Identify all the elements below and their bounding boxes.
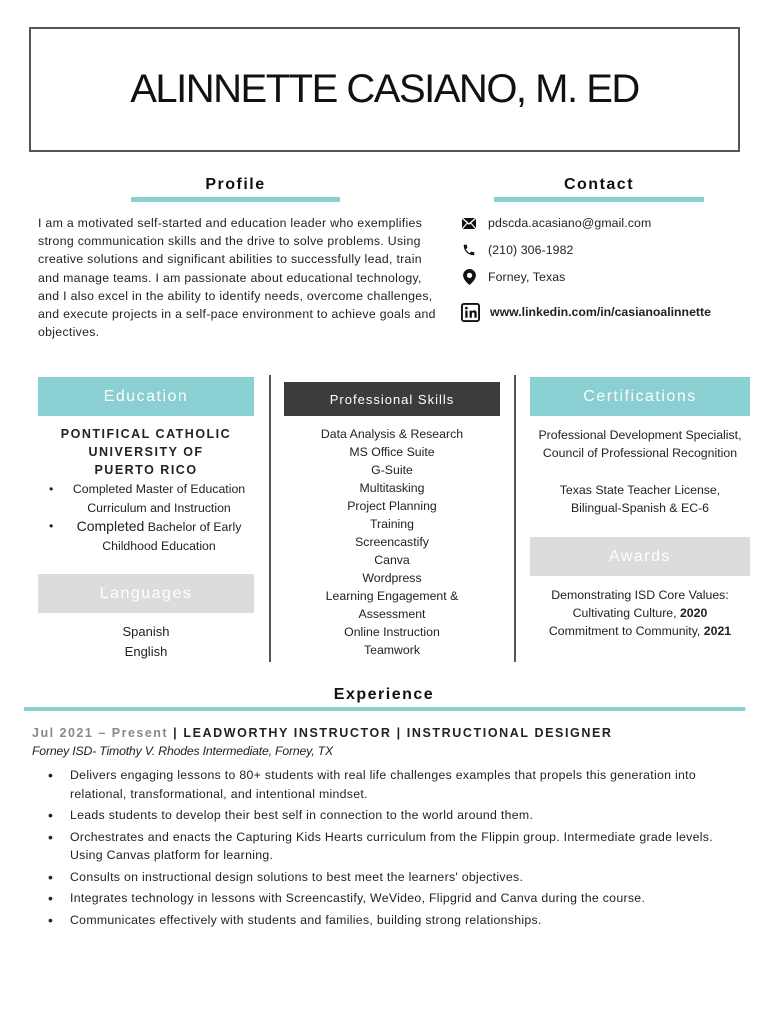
experience-title-line xyxy=(32,726,613,740)
experience-organization: Forney ISD- Timothy V. Rhodes Intermediate, Forney, TX xyxy=(32,744,333,758)
name-header-box xyxy=(29,27,740,152)
education-school-line2: UNIVERSITY OF xyxy=(88,445,204,459)
cert-item: Council of Professional Recognition xyxy=(542,446,738,460)
award-item xyxy=(526,622,754,640)
contact-linkedin-row xyxy=(460,302,711,322)
language-item: English xyxy=(124,644,168,659)
cert-item: Bilingual-Spanish & EC-6 xyxy=(570,501,710,515)
education-school-line1: PONTIFICAL CATHOLIC xyxy=(60,427,232,441)
awards-list xyxy=(526,586,754,640)
education-degree-bachelor-lead: Completed xyxy=(76,518,145,534)
skills-list xyxy=(284,425,500,659)
award-year: 2020 xyxy=(679,606,708,620)
skill-item: Assessment xyxy=(358,607,426,621)
skill-item: Online Instruction xyxy=(344,625,440,639)
skill-item: Learning Engagement & xyxy=(325,589,459,603)
contact-phone-row xyxy=(460,241,574,259)
certifications-list xyxy=(526,426,754,517)
contact-underline xyxy=(494,197,704,202)
languages-heading: Languages xyxy=(38,574,254,613)
phone-icon xyxy=(460,241,478,259)
cert-item: Texas State Teacher License, xyxy=(559,483,721,497)
contact-location-row xyxy=(460,268,565,286)
skill-item: Wordpress xyxy=(362,571,422,585)
experience-bullet: • Integrates technology in lessons with Screencastify, WeVideo, Flipgrid and Canva during the course. xyxy=(48,889,738,908)
award-text: Commitment to Community, xyxy=(548,624,704,638)
skill-item: Teamwork xyxy=(363,643,421,657)
contact-email-link[interactable]: pdscda.acasiano@gmail.com xyxy=(488,216,652,230)
experience-bullet: • Communicates effectively with students and families, building strong relationships. xyxy=(48,911,738,930)
award-item xyxy=(526,604,754,622)
experience-date: Jul 2021 – Present xyxy=(32,726,169,740)
skill-item: G-Suite xyxy=(371,463,413,477)
location-pin-icon xyxy=(460,268,478,286)
education-school xyxy=(38,425,254,479)
profile-heading: Profile xyxy=(205,176,266,193)
profile-underline xyxy=(131,197,340,202)
contact-phone: (210) 306-1982 xyxy=(488,243,574,257)
column-divider-right xyxy=(514,375,516,662)
envelope-icon xyxy=(460,214,478,232)
education-school-line3: PUERTO RICO xyxy=(94,463,198,477)
contact-linkedin-link[interactable]: www.linkedin.com/in/casianoalinnette xyxy=(490,305,711,319)
education-degree-bachelor-rest: Bachelor of Early Childhood Education xyxy=(102,520,242,553)
skills-heading: Professional Skills xyxy=(284,382,500,416)
resume-name: ALINNETTE CASIANO, M. ED xyxy=(130,67,639,111)
experience-bullet: • Orchestrates and enacts the Capturing Kids Hearts curriculum from the Flippin group. Intermediate grade levels. Using Canvas platform for learning. xyxy=(48,828,738,865)
contact-location: Forney, Texas xyxy=(488,270,566,284)
education-degree-list xyxy=(46,480,256,555)
skill-item: Multitasking xyxy=(359,481,425,495)
education-heading: Education xyxy=(38,377,254,416)
linkedin-icon xyxy=(460,302,480,322)
experience-separator: | xyxy=(391,726,407,740)
contact-email-row xyxy=(460,214,651,232)
skill-item: Training xyxy=(370,517,414,531)
skill-item: Screencastify xyxy=(355,535,429,549)
skill-item: Data Analysis & Research xyxy=(320,427,464,441)
education-degree-bachelor xyxy=(46,517,256,555)
skill-item: Canva xyxy=(374,553,410,567)
awards-heading: Awards xyxy=(530,537,750,576)
certifications-heading: Certifications xyxy=(530,377,750,416)
column-divider-left xyxy=(269,375,271,662)
award-item: Demonstrating ISD Core Values: xyxy=(551,588,729,602)
experience-separator: | xyxy=(168,726,184,740)
experience-role-2: INSTRUCTIONAL DESIGNER xyxy=(406,726,613,740)
experience-bullet: • Delivers engaging lessons to 80+ students with real life challenges examples that propels this generation into relational, transformational, and intentional mindset. xyxy=(48,766,738,803)
award-year: 2021 xyxy=(703,624,732,638)
experience-bullets xyxy=(48,766,738,932)
experience-bullet: • Consults on instructional design solutions to best meet the learners' objectives. xyxy=(48,868,738,887)
experience-underline xyxy=(24,707,745,711)
experience-role-1: LEADWORTHY INSTRUCTOR xyxy=(183,726,392,740)
contact-heading: Contact xyxy=(563,176,635,193)
experience-heading: Experience xyxy=(333,686,435,703)
cert-item: Professional Development Specialist, xyxy=(538,428,742,442)
award-text: Cultivating Culture, xyxy=(572,606,680,620)
languages-list xyxy=(38,622,254,662)
skill-item: Project Planning xyxy=(347,499,437,513)
profile-text: I am a motivated self-started and education leader who exemplifies strong communication skills and the drive to solve problems. Using creative solutions and significant abilities to successfully lead, train and manage teams. I am passionate about educational technology, and I also excel in the ability to identify needs, overcome challenges, and execute projects in a self-pace environment to achieve goals and objectives. xyxy=(38,216,436,340)
skill-item: MS Office Suite xyxy=(349,445,435,459)
experience-bullet: • Leads students to develop their best self in connection to the world around them. xyxy=(48,806,738,825)
language-item: Spanish xyxy=(122,624,170,639)
education-degree-master: • Completed Master of Education Curriculum and Instruction xyxy=(46,480,256,517)
